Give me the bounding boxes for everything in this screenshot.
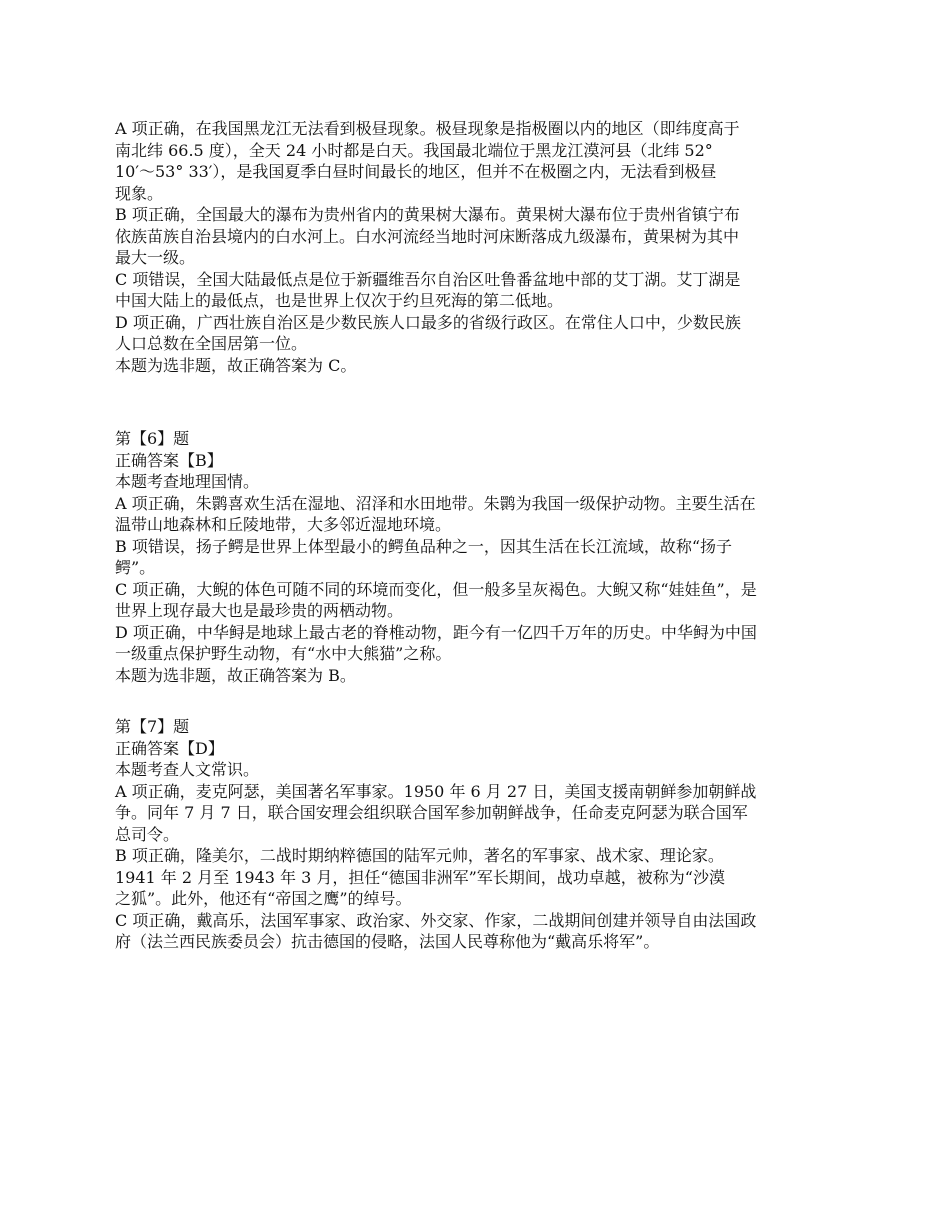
text-line: 之狐”。此外，他还有“帝国之鹰”的绰号。 bbox=[115, 889, 412, 908]
text-line: B 项正确，全国最大的瀑布为贵州省内的黄果树大瀑布。黄果树大瀑布位于贵州省镇宁布 bbox=[115, 205, 740, 224]
text-line: A 项正确，麦克阿瑟，美国著名军事家。1950 年 6 月 27 日，美国支援南朝鲜参加朝鲜战 bbox=[115, 781, 757, 801]
text-line: C 项正确，戴高乐，法国军事家、政治家、外交家、作家，二战期间创建并领导自由法国政 bbox=[115, 910, 757, 930]
text-line: 第【7】题 bbox=[115, 717, 190, 736]
text-line: 南北纬 66.5 度），全天 24 小时都是白天。我国最北端位于黑龙江漠河县（北纬 52° bbox=[115, 140, 713, 160]
question-block-7 bbox=[115, 716, 855, 953]
text-line: 鳄”。 bbox=[115, 558, 156, 577]
text-line: D 项正确，中华鲟是地球上最古老的脊椎动物，距今有一亿四千万年的历史。中华鲟为中国 bbox=[115, 622, 757, 642]
explanation-block-5 bbox=[115, 118, 855, 376]
document-page bbox=[115, 118, 855, 953]
text-line: 依族苗族自治县境内的白水河上。白水河流经当地时河床断落成九级瀑布，黄果树为其中 bbox=[115, 226, 740, 246]
text-line: D 项正确，广西壮族自治区是少数民族人口最多的省级行政区。在常住人口中，少数民族 bbox=[115, 312, 741, 332]
text-line: 本题为选非题，故正确答案为 C。 bbox=[115, 355, 357, 375]
text-line: C 项正确，大鲵的体色可随不同的环境而变化，但一般多呈灰褐色。大鲵又称“娃娃鱼”，是 bbox=[115, 579, 757, 599]
section-gap bbox=[115, 686, 855, 716]
question-block-6 bbox=[115, 428, 855, 686]
text-line: A 项正确，在我国黑龙江无法看到极昼现象。极昼现象是指极圈以内的地区（即纬度高于 bbox=[115, 119, 740, 138]
text-line: 现象。 bbox=[115, 183, 164, 203]
text-line: B 项正确，隆美尔，二战时期纳粹德国的陆军元帅，著名的军事家、战术家、理论家。 bbox=[115, 846, 724, 865]
text-line: 最大一级。 bbox=[115, 248, 196, 267]
text-line: A 项正确，朱鹮喜欢生活在湿地、沼泽和水田地带。朱鹮为我国一级保护动物。主要生活在 bbox=[115, 493, 756, 513]
text-line: 世界上现存最大也是最珍贵的两栖动物。 bbox=[115, 601, 404, 620]
text-line: 本题考查人文常识。 bbox=[115, 760, 260, 779]
text-line: 第【6】题 bbox=[115, 429, 190, 448]
text-line: 1941 年 2 月至 1943 年 3 月，担任“德国非洲军”军长期间，战功卓越，被称为“沙漠 bbox=[115, 867, 725, 887]
text-line: 人口总数在全国居第一位。 bbox=[115, 334, 308, 353]
text-line: B 项错误，扬子鳄是世界上体型最小的鳄鱼品种之一，因其生活在长江流域，故称“扬子 bbox=[115, 536, 733, 556]
text-line: 总司令。 bbox=[115, 824, 180, 844]
text-line: 一级重点保护野生动物，有“水中大熊猫”之称。 bbox=[115, 644, 452, 663]
text-line: 本题为选非题，故正确答案为 B。 bbox=[115, 665, 356, 685]
text-line: 温带山地森林和丘陵地带，大多邻近湿地环境。 bbox=[115, 515, 452, 534]
text-line: 正确答案【D】 bbox=[115, 738, 224, 758]
section-gap bbox=[115, 376, 855, 428]
text-line: 正确答案【B】 bbox=[115, 450, 223, 470]
text-line: 中国大陆上的最低点，也是世界上仅次于约旦死海的第二低地。 bbox=[115, 291, 564, 310]
text-line: C 项错误，全国大陆最低点是位于新疆维吾尔自治区吐鲁番盆地中部的艾丁湖。艾丁湖是 bbox=[115, 269, 741, 289]
text-line: 争。同年 7 月 7 日，联合国安理会组织联合国军参加朝鲜战争，任命麦克阿瑟为联合国军 bbox=[115, 803, 748, 822]
text-line: 府（法兰西民族委员会）抗击德国的侵略，法国人民尊称他为“戴高乐将军”。 bbox=[115, 932, 660, 951]
text-line: 10′～53° 33′），是我国夏季白昼时间最长的地区，但并不在极圈之内，无法看到极昼 bbox=[115, 162, 717, 181]
text-line: 本题考查地理国情。 bbox=[115, 472, 260, 491]
